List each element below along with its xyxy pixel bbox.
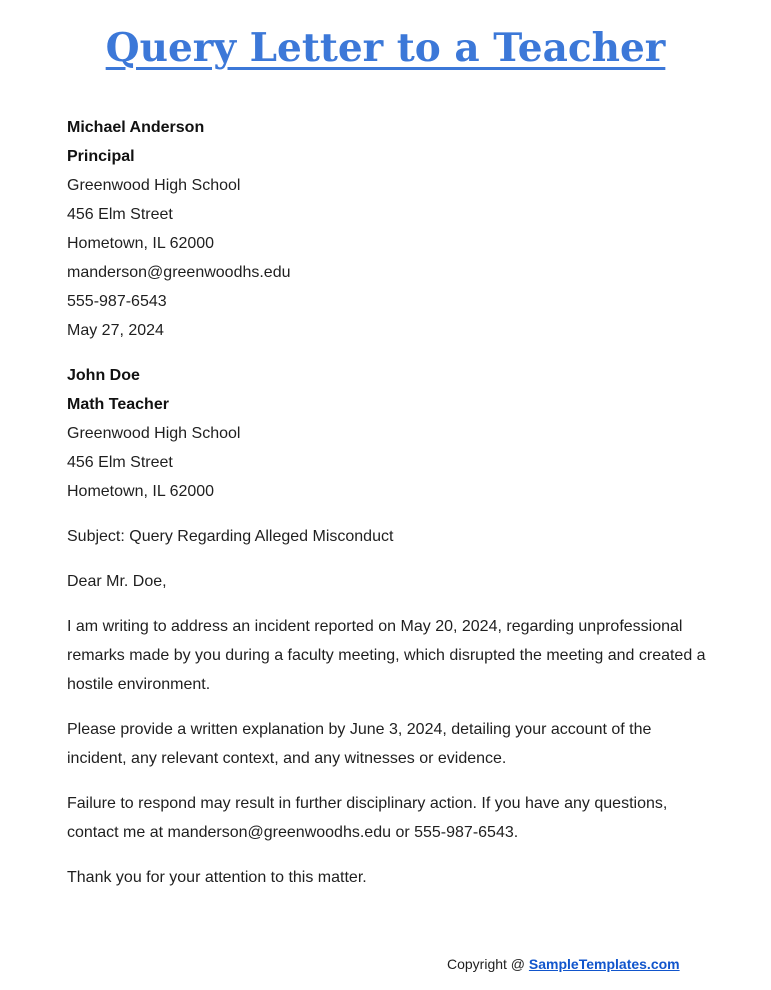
letter-body <box>67 113 707 908</box>
recipient-role: Math Teacher <box>67 396 169 413</box>
recipient-name: John Doe <box>67 367 140 384</box>
sender-block <box>67 113 707 345</box>
copyright-footer <box>447 954 680 974</box>
sender-role: Principal <box>67 148 135 165</box>
recipient-street: 456 Elm Street <box>67 454 173 471</box>
paragraph-request: Please provide a written explanation by June 3, 2024, detailing your account of the incident, any relevant context, and any witnesses or evidence. <box>67 721 652 767</box>
recipient-school: Greenwood High School <box>67 425 241 442</box>
sampletemplates-link[interactable]: SampleTemplates.com <box>528 956 680 972</box>
subject-line: Subject: Query Regarding Alleged Misconduct <box>67 528 394 545</box>
paragraph-incident: I am writing to address an incident reported on May 20, 2024, regarding unprofessional remarks made by you during a faculty meeting, which disrupted the meeting and created a hostile environment. <box>67 618 706 693</box>
closing-line: Thank you for your attention to this matter. <box>67 869 367 886</box>
salutation: Dear Mr. Doe, <box>67 573 167 590</box>
sender-name: Michael Anderson <box>67 119 205 136</box>
letter-date: May 27, 2024 <box>67 322 164 339</box>
copyright-prefix: Copyright @ <box>447 956 529 972</box>
sender-city: Hometown, IL 62000 <box>67 235 215 252</box>
recipient-city: Hometown, IL 62000 <box>67 483 215 500</box>
sender-street: 456 Elm Street <box>67 206 173 223</box>
sender-school: Greenwood High School <box>67 177 241 194</box>
sender-email: manderson@greenwoodhs.edu <box>67 264 291 281</box>
recipient-block <box>67 361 707 506</box>
sender-phone: 555-987-6543 <box>67 293 167 310</box>
document-title: Query Letter to a Teacher <box>105 25 666 71</box>
paragraph-warning: Failure to respond may result in further disciplinary action. If you have any questions, contact me at manderson@greenwoodhs.edu or 555-987-6543. <box>67 795 668 841</box>
